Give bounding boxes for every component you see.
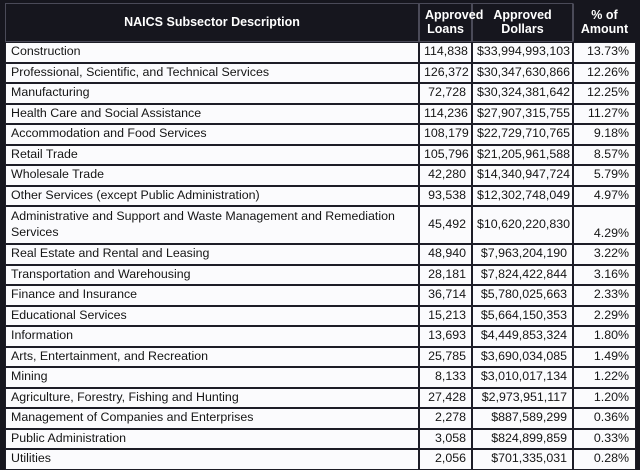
- cell-description: Manufacturing: [5, 83, 419, 104]
- cell-approved-dollars: $3,010,017,134: [472, 367, 573, 388]
- cell-pct-of-amount: 1.49%: [573, 347, 636, 368]
- table-row[interactable]: [5, 265, 636, 286]
- cell-description: Other Services (except Public Administration): [5, 186, 419, 207]
- cell-approved-dollars: $5,664,150,353: [472, 306, 573, 327]
- cell-description: Educational Services: [5, 306, 419, 327]
- table-row[interactable]: [5, 104, 636, 125]
- cell-approved-loans: 8,133: [419, 367, 472, 388]
- cell-approved-dollars: $12,302,748,049: [472, 186, 573, 207]
- cell-approved-dollars: $33,994,993,103: [472, 42, 573, 63]
- cell-description: Finance and Insurance: [5, 285, 419, 306]
- table-body: [5, 42, 636, 470]
- cell-pct-of-amount: 13.73%: [573, 42, 636, 63]
- cell-pct-of-amount: 2.29%: [573, 306, 636, 327]
- cell-approved-loans: 72,728: [419, 83, 472, 104]
- column-header-approved-dollars-line2: Dollars: [501, 22, 544, 36]
- cell-approved-loans: 126,372: [419, 63, 472, 84]
- cell-approved-loans: 25,785: [419, 347, 472, 368]
- cell-approved-dollars: $21,205,961,588: [472, 145, 573, 166]
- table-row[interactable]: [5, 306, 636, 327]
- cell-pct-of-amount: 12.25%: [573, 83, 636, 104]
- cell-description: Public Administration: [5, 429, 419, 450]
- cell-approved-dollars: $30,347,630,866: [472, 63, 573, 84]
- table-row[interactable]: [5, 367, 636, 388]
- cell-approved-dollars: $4,449,853,324: [472, 326, 573, 347]
- column-header-description[interactable]: NAICS Subsector Description: [5, 3, 419, 42]
- table-row[interactable]: [5, 347, 636, 368]
- cell-pct-of-amount: 1.22%: [573, 367, 636, 388]
- table-row[interactable]: [5, 244, 636, 265]
- table-row[interactable]: [5, 449, 636, 470]
- cell-approved-loans: 2,056: [419, 449, 472, 470]
- table-row[interactable]: [5, 165, 636, 186]
- cell-approved-dollars: $10,620,220,830: [472, 206, 573, 244]
- cell-description: Arts, Entertainment, and Recreation: [5, 347, 419, 368]
- column-header-approved-loans-line1: Approved: [425, 8, 484, 22]
- cell-description: Transportation and Warehousing: [5, 265, 419, 286]
- cell-approved-dollars: $5,780,025,663: [472, 285, 573, 306]
- cell-description: Accommodation and Food Services: [5, 124, 419, 145]
- cell-pct-of-amount: 9.18%: [573, 124, 636, 145]
- column-header-pct-of-amount[interactable]: [573, 3, 636, 42]
- table-row[interactable]: [5, 124, 636, 145]
- cell-approved-dollars: $3,690,034,085: [472, 347, 573, 368]
- cell-approved-loans: 108,179: [419, 124, 472, 145]
- cell-pct-of-amount: 11.27%: [573, 104, 636, 125]
- cell-approved-loans: 45,492: [419, 206, 472, 244]
- cell-description: Real Estate and Rental and Leasing: [5, 244, 419, 265]
- cell-pct-of-amount: 8.57%: [573, 145, 636, 166]
- cell-approved-dollars: $824,899,859: [472, 429, 573, 450]
- table-row[interactable]: [5, 42, 636, 63]
- column-header-pct-line2: Amount: [580, 22, 629, 36]
- cell-pct-of-amount: 3.16%: [573, 265, 636, 286]
- cell-description: Retail Trade: [5, 145, 419, 166]
- cell-description: Administrative and Support and Waste Management and Remediation Services: [5, 206, 419, 244]
- cell-approved-loans: 93,538: [419, 186, 472, 207]
- cell-pct-of-amount: 1.80%: [573, 326, 636, 347]
- cell-approved-dollars: $7,824,422,844: [472, 265, 573, 286]
- cell-description: Management of Companies and Enterprises: [5, 408, 419, 429]
- cell-pct-of-amount: 2.33%: [573, 285, 636, 306]
- cell-approved-loans: 15,213: [419, 306, 472, 327]
- cell-description: Wholesale Trade: [5, 165, 419, 186]
- cell-approved-dollars: $22,729,710,765: [472, 124, 573, 145]
- cell-description: Agriculture, Forestry, Fishing and Hunting: [5, 388, 419, 409]
- table-header: [5, 3, 636, 42]
- cell-approved-loans: 42,280: [419, 165, 472, 186]
- cell-approved-dollars: $14,340,947,724: [472, 165, 573, 186]
- header-row: [5, 3, 636, 42]
- table-row[interactable]: [5, 83, 636, 104]
- column-header-approved-dollars[interactable]: [472, 3, 573, 42]
- cell-approved-dollars: $701,335,031: [472, 449, 573, 470]
- cell-approved-loans: 114,236: [419, 104, 472, 125]
- cell-approved-dollars: $30,324,381,642: [472, 83, 573, 104]
- table-row[interactable]: [5, 186, 636, 207]
- cell-description: Construction: [5, 42, 419, 63]
- cell-pct-of-amount: 4.97%: [573, 186, 636, 207]
- cell-approved-loans: 27,428: [419, 388, 472, 409]
- cell-pct-of-amount: 0.36%: [573, 408, 636, 429]
- cell-approved-loans: 28,181: [419, 265, 472, 286]
- cell-approved-dollars: $2,973,951,117: [472, 388, 573, 409]
- table-row[interactable]: [5, 408, 636, 429]
- naics-subsector-table: [5, 3, 636, 470]
- cell-description: Health Care and Social Assistance: [5, 104, 419, 125]
- table-row[interactable]: [5, 63, 636, 84]
- table-row[interactable]: [5, 145, 636, 166]
- cell-approved-loans: 48,940: [419, 244, 472, 265]
- column-header-pct-line1: % of: [591, 8, 618, 22]
- column-header-approved-loans[interactable]: [419, 3, 484, 42]
- column-header-approved-dollars-line1: Approved: [493, 8, 552, 22]
- cell-approved-loans: 2,278: [419, 408, 472, 429]
- cell-pct-of-amount: 3.22%: [573, 244, 636, 265]
- cell-pct-of-amount: 4.29%: [573, 206, 636, 244]
- cell-approved-dollars: $887,589,299: [472, 408, 573, 429]
- cell-approved-loans: 105,796: [419, 145, 472, 166]
- cell-description: Information: [5, 326, 419, 347]
- cell-approved-loans: 114,838: [419, 42, 472, 63]
- table-row[interactable]: [5, 206, 636, 244]
- cell-pct-of-amount: 5.79%: [573, 165, 636, 186]
- cell-approved-loans: 13,693: [419, 326, 472, 347]
- cell-pct-of-amount: 0.28%: [573, 449, 636, 470]
- table-row[interactable]: [5, 388, 636, 409]
- cell-pct-of-amount: 0.33%: [573, 429, 636, 450]
- table-row[interactable]: [5, 326, 636, 347]
- cell-pct-of-amount: 12.26%: [573, 63, 636, 84]
- cell-approved-dollars: $7,963,204,190: [472, 244, 573, 265]
- cell-approved-loans: 3,058: [419, 429, 472, 450]
- cell-approved-dollars: $27,907,315,755: [472, 104, 573, 125]
- cell-approved-loans: 36,714: [419, 285, 472, 306]
- cell-description: Utilities: [5, 449, 419, 470]
- column-header-approved-loans-line2: Loans: [427, 22, 464, 36]
- cell-description: Mining: [5, 367, 419, 388]
- cell-description: Professional, Scientific, and Technical Services: [5, 63, 419, 84]
- cell-pct-of-amount: 1.20%: [573, 388, 636, 409]
- table-row[interactable]: [5, 285, 636, 306]
